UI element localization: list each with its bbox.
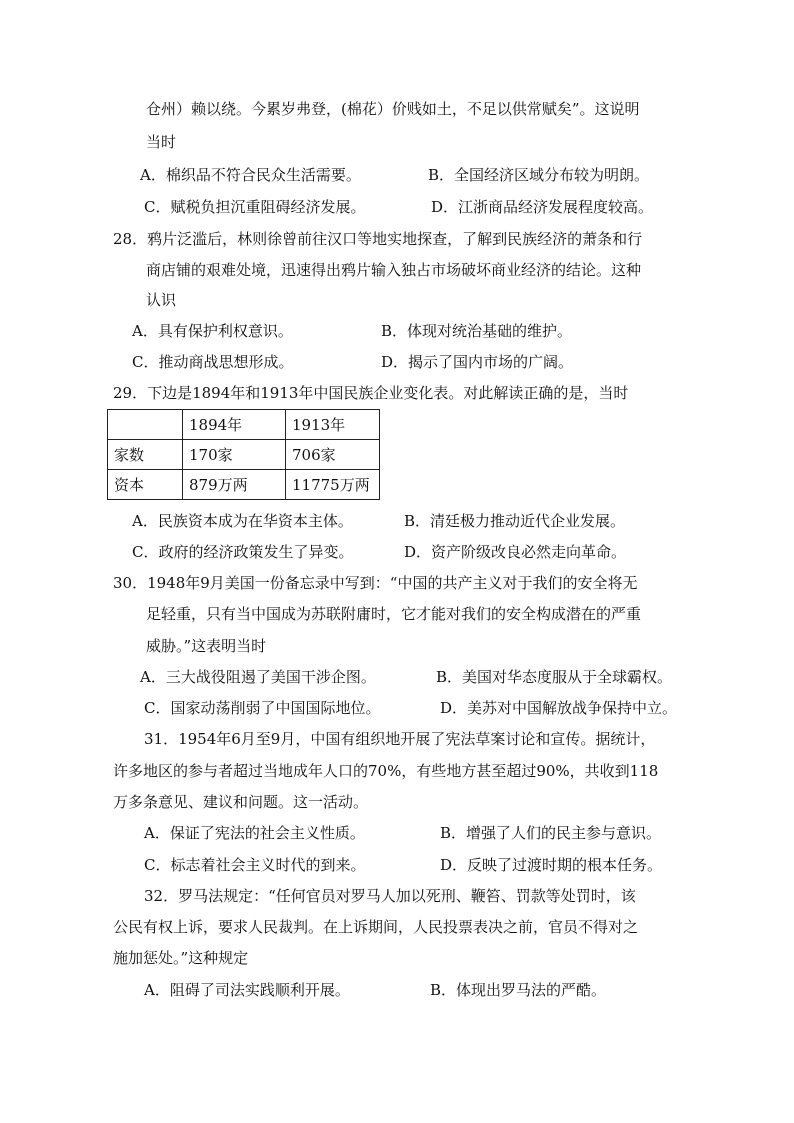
q30-stem-line-3: 威胁。”这表明当时 [146, 637, 267, 655]
q27-option-a: A．棉织品不符合民众生活需要。 [140, 166, 361, 184]
q31-stem-line-2: 许多地区的参与者超过当地成年人口的70%，有些地方甚至超过90%，共收到118 [113, 762, 659, 780]
q32-stem-line-2: 公民有权上诉，要求人民裁判。在上诉期间，人民投票表决之前，官员不得对之 [113, 918, 639, 936]
table-header-row [108, 410, 380, 440]
q29-stem-line-1: 29．下边是1894年和1913年中国民族企业变化表。对此解读正确的是，当时 [113, 384, 629, 402]
table-cell: 家数 [108, 440, 183, 470]
q32-stem-line-3: 施加惩处。”这种规定 [113, 949, 249, 967]
q31-option-c: C．标志着社会主义时代的到来。 [144, 856, 366, 874]
table-header-cell [108, 410, 183, 440]
q30-option-c: C．国家动荡削弱了中国国际地位。 [144, 699, 381, 717]
q30-stem-line-1: 30．1948年9月美国一份备忘录中写到：“中国的共产主义对于我们的安全将无 [113, 574, 638, 592]
q27-stem-line-2: 当时 [146, 133, 177, 151]
table-cell: 资本 [108, 470, 183, 500]
q27-option-b: B．全国经济区域分布较为明朗。 [428, 166, 650, 184]
q28-option-d: D．揭示了国内市场的广阔。 [381, 353, 574, 371]
q28-option-b: B．体现对统治基础的维护。 [381, 322, 573, 340]
q30-option-b: B．美国对华态度服从于全球霸权。 [436, 668, 673, 686]
q31-option-d: D．反映了过渡时期的根本任务。 [440, 856, 663, 874]
q28-stem-line-2: 商店铺的艰难处境，迅速得出鸦片输入独占市场破坏商业经济的结论。这种 [146, 261, 642, 279]
q29-option-c: C．政府的经济政策发生了异变。 [132, 543, 354, 561]
q32-stem-line-1: 32．罗马法规定：“任何官员对罗马人加以死刑、鞭笞、罚款等处罚时，该 [144, 887, 636, 905]
table-cell: 879万两 [183, 470, 286, 500]
table-cell: 706家 [286, 440, 380, 470]
table-cell: 11775万两 [286, 470, 380, 500]
q28-option-a: A．具有保护利权意识。 [132, 322, 293, 340]
q31-stem-line-1: 31．1954年6月至9月，中国有组织地开展了宪法草案讨论和宣传。据统计， [144, 730, 656, 748]
q29-option-a: A．民族资本成为在华资本主体。 [132, 512, 353, 530]
q29-option-d: D．资产阶级改良必然走向革命。 [404, 543, 627, 561]
q27-option-c: C．赋税负担沉重阻碍经济发展。 [144, 198, 366, 216]
q30-option-d: D．美苏对中国解放战争保持中立。 [440, 699, 678, 717]
enterprise-table [107, 409, 380, 500]
table-header-cell: 1913年 [286, 410, 380, 440]
q27-option-d: D．江浙商品经济发展程度较高。 [431, 198, 654, 216]
q29-option-b: B．清廷极力推动近代企业发展。 [404, 512, 626, 530]
q28-stem-line-3: 认识 [146, 291, 177, 309]
q28-option-c: C．推动商战思想形成。 [132, 353, 294, 371]
q32-option-a: A．阻碍了司法实践顺利开展。 [144, 981, 350, 999]
q27-stem-line-1: 仓州）赖以绕。今累岁弗登，(棉花）价贱如土，不足以供常赋矣”。这说明 [146, 100, 640, 118]
table-header-cell: 1894年 [183, 410, 286, 440]
table-row [108, 470, 380, 500]
q31-option-b: B．增强了人们的民主参与意识。 [440, 824, 662, 842]
q31-stem-line-3: 万多条意见、建议和问题。这一活动。 [113, 793, 369, 811]
q31-option-a: A．保证了宪法的社会主义性质。 [144, 824, 365, 842]
q28-stem-line-1: 28．鸦片泛滥后，林则徐曾前往汉口等地实地探查，了解到民族经济的萧条和行 [113, 230, 643, 248]
table-cell: 170家 [183, 440, 286, 470]
q30-option-a: A．三大战役阻遏了美国干涉企图。 [140, 668, 376, 686]
table-row [108, 440, 380, 470]
q30-stem-line-2: 足轻重，只有当中国成为苏联附庸时，它才能对我们的安全构成潜在的严重 [146, 605, 642, 623]
q32-option-b: B．体现出罗马法的严酷。 [430, 981, 607, 999]
